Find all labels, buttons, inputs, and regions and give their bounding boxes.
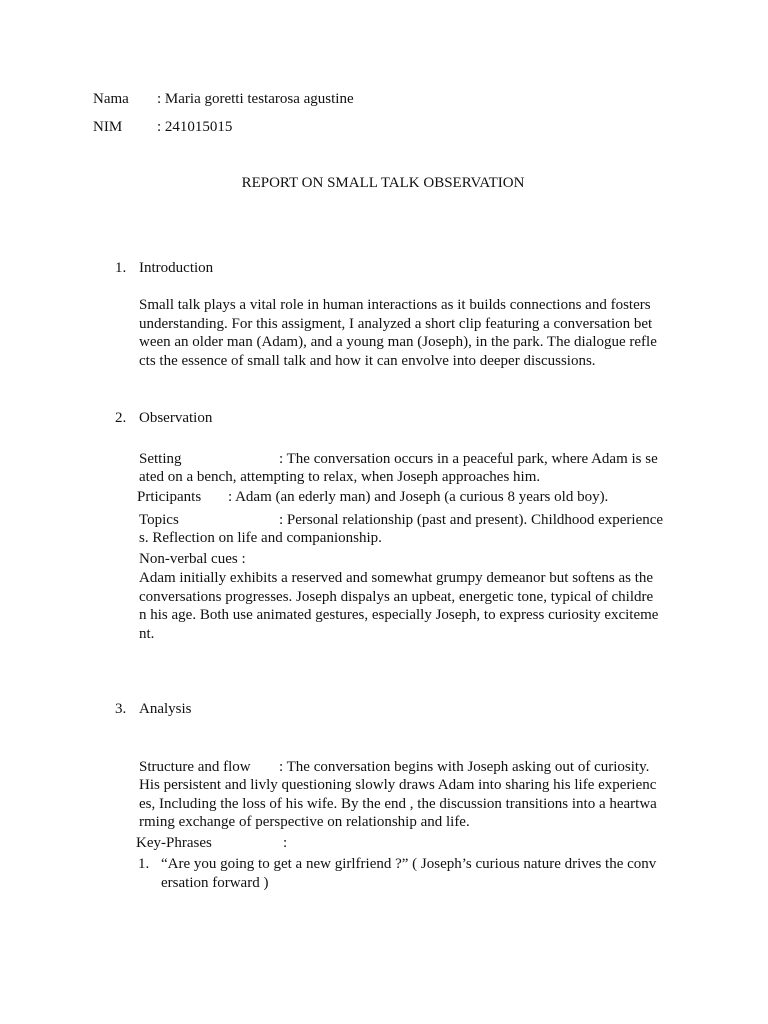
topics-value: : Personal relationship (past and present). Childhood experience xyxy=(279,512,664,528)
introduction-paragraph xyxy=(139,296,679,370)
keyphrase-text: “Are you going to get a new girlfriend ?” ( Joseph’s curious nature drives the conv xyxy=(161,856,657,872)
section-heading-analysis: Analysis xyxy=(139,701,192,717)
nonverbal-line: conversations progresses. Joseph dispalys an upbeat, energetic tone, typical of childre xyxy=(139,588,654,605)
name-value: : Maria goretti testarosa agustine xyxy=(157,91,354,107)
nim-value: : 241015015 xyxy=(157,119,233,135)
structure-line: es, Including the loss of his wife. By the end , the discussion transitions into a heartwa xyxy=(139,795,657,812)
nonverbal-line: nt. xyxy=(139,625,155,642)
nim-label: NIM xyxy=(93,119,123,135)
participants-label: Prticipants xyxy=(137,489,202,505)
section-heading-introduction: Introduction xyxy=(139,260,214,276)
keyphrases-colon: : xyxy=(283,835,288,851)
section-number-introduction: 1. xyxy=(115,260,127,276)
structure-value: : The conversation begins with Joseph asking out of curiosity. xyxy=(279,759,650,775)
structure-paragraph xyxy=(139,776,679,832)
setting-label: Setting xyxy=(139,451,182,467)
topics-label: Topics xyxy=(139,512,179,528)
keyphrases-label: Key-Phrases xyxy=(136,835,212,851)
structure-label: Structure and flow xyxy=(139,759,251,775)
nonverbal-line: n his age. Both use animated gestures, especially Joseph, to express curiosity exciteme xyxy=(139,607,659,623)
keyphrase-number: 1. xyxy=(138,856,150,872)
section-number-observation: 2. xyxy=(115,410,127,426)
section-heading-observation: Observation xyxy=(139,410,213,426)
section-number-analysis: 3. xyxy=(115,701,127,717)
document-title: REPORT ON SMALL TALK OBSERVATION xyxy=(241,175,525,191)
nonverbal-label: Non-verbal cues : xyxy=(139,551,246,567)
nonverbal-line: Adam initially exhibits a reserved and somewhat grumpy demeanor but softens as the xyxy=(139,570,654,586)
keyphrase-text-continued: ersation forward ) xyxy=(161,875,269,891)
introduction-line: Small talk plays a vital role in human interactions as it builds connections and fosters xyxy=(139,297,651,313)
introduction-line: cts the essence of small talk and how it can envolve into deeper discussions. xyxy=(139,352,596,369)
setting-value-continued: ated on a bench, attempting to relax, when Joseph approaches him. xyxy=(139,469,541,485)
topics-value-continued: s. Reflection on life and companionship. xyxy=(139,530,382,546)
nonverbal-paragraph xyxy=(139,569,679,643)
introduction-line: ween an older man (Adam), and a young man (Joseph), in the park. The dialogue refle xyxy=(139,334,657,350)
participants-value: : Adam (an ederly man) and Joseph (a curious 8 years old boy). xyxy=(228,489,609,505)
introduction-line: understanding. For this assigment, I analyzed a short clip featuring a conversation bet xyxy=(139,315,653,332)
setting-value: : The conversation occurs in a peaceful park, where Adam is se xyxy=(279,451,658,467)
name-label: Nama xyxy=(93,91,129,107)
structure-line: His persistent and livly questioning slowly draws Adam into sharing his life experienc xyxy=(139,777,657,793)
structure-line: rming exchange of perspective on relationship and life. xyxy=(139,814,470,830)
